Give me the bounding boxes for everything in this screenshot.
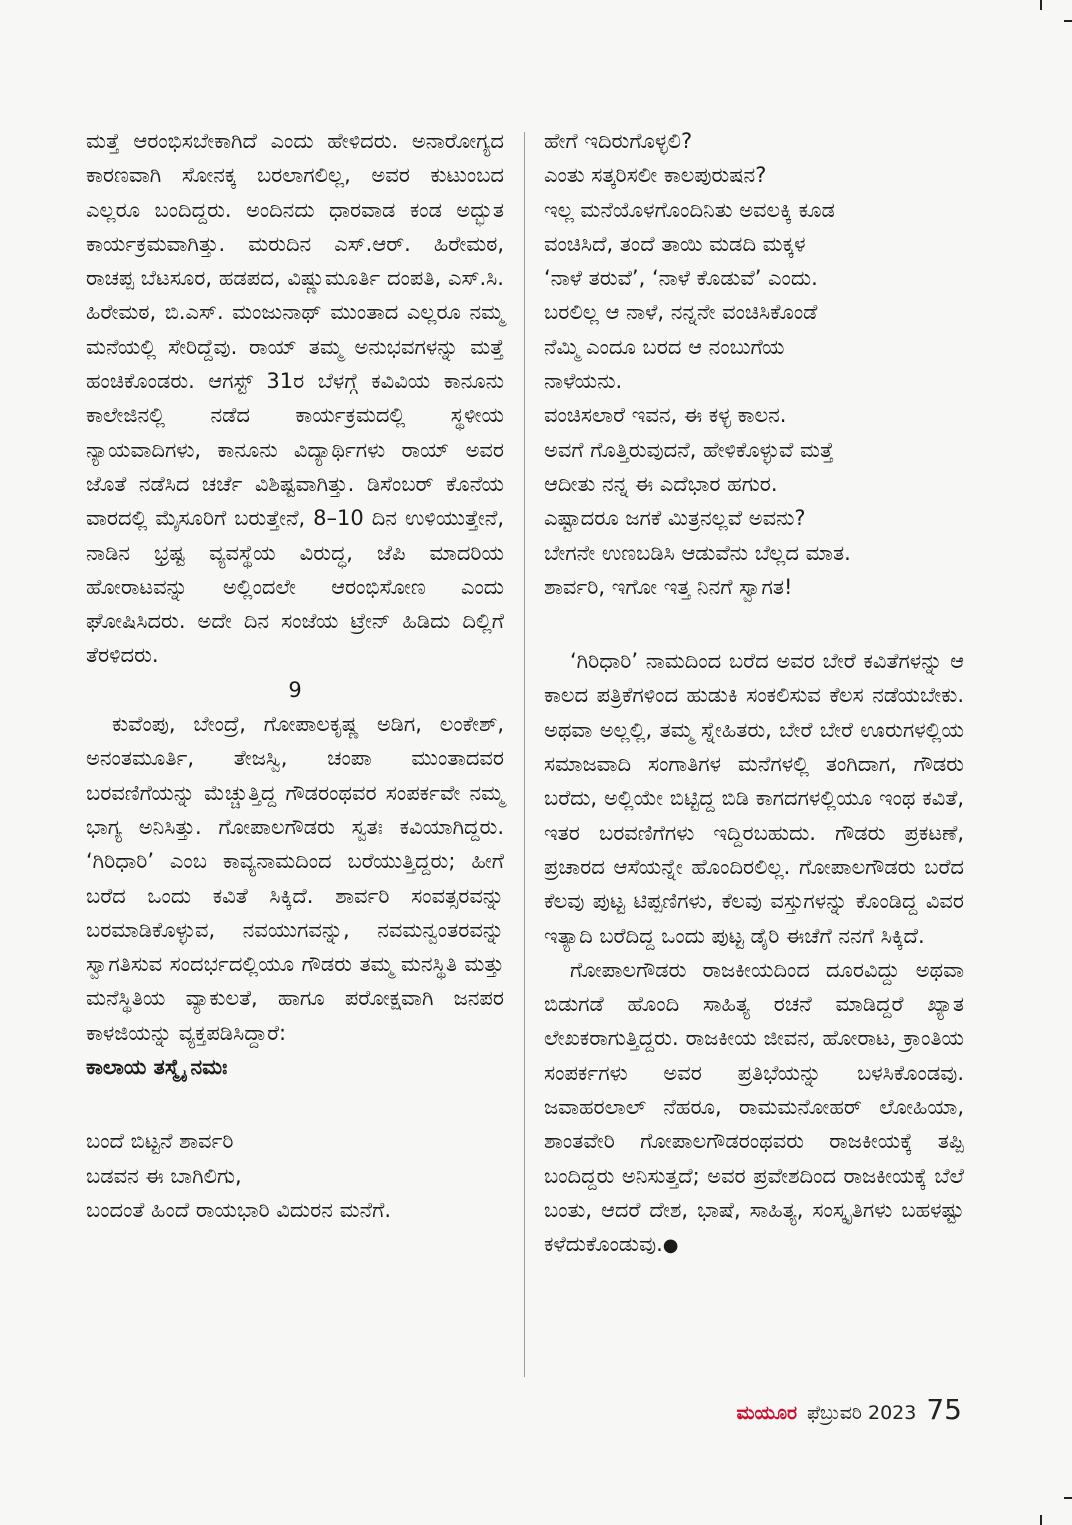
left-column [86,124,504,1227]
poem-line: ಹೇಗೆ ಇದಿರುಗೊಳ್ಳಲಿ? [544,129,693,153]
crop-mark-right-upper [1064,20,1072,22]
poem-line: ಅವಗೆ ಗೊತ್ತಿರುವುದನೆ, ಹೇಳಿಕೊಳ್ಳುವೆ ಮತ್ತೆ [544,437,834,462]
poem-line: ಬಂದೆ ಬಿಟ್ಟನೆ ಶಾರ್ವರಿ [86,1129,234,1154]
crop-mark-top-right [1040,0,1042,10]
right-poem [544,124,964,604]
crop-mark-right-lower [1064,1497,1072,1499]
poem-line: ವಂಚಿಸಲಾರೆ ಇವನ, ಈ ಕಳ್ಳ ಕಾಲನ. [544,403,787,428]
right-column [544,124,964,1264]
poem-spacer [86,1084,504,1124]
poem-line: ನೆಮ್ಮಿ ಎಂದೂ ಬರದ ಆ ನಂಬುಗೆಯ [544,334,785,359]
left-paragraph-1: ಮತ್ತೆ ಆರಂಭಿಸಬೇಕಾಗಿದೆ ಎಂದು ಹೇಳಿದರು. ಅನಾರೋಗ್ಯದ ಕಾರಣವಾಗಿ ಸೋನಕ್ಕ ಬರಲಾಗಲಿಲ್ಲ, ಅವರ ಕುಟುಂಬದ ಎಲ್ಲರೂ ಬಂದಿದ್ದರು. ಅಂದಿನದು ಧಾರವಾಡ ಕಂಡ ಅದ್ಭುತ ಕಾರ್ಯಕ್ರಮವಾಗಿತ್ತು. ಮರುದಿನ ಎಸ್.ಆರ್. ಹಿರೇಮಠ, ರಾಚಪ್ಪ ಬೆಟಸೂರ, ಹಡಪದ, ವಿಷ್ಣುಮೂರ್ತಿ ದಂಪತಿ, ಎಸ್.ಸಿ. ಹಿರೇಮಠ, ಬಿ.ಎಸ್. ಮಂಜುನಾಥ್ ಮುಂತಾದ ಎಲ್ಲರೂ ನಮ್ಮ ಮನೆಯಲ್ಲಿ ಸೇರಿದ್ದೆವು. ರಾಯ್ ತಮ್ಮ ಅನುಭವಗಳನ್ನು ಮತ್ತೆ ಹಂಚಿಕೊಂಡರು. ಆಗಸ್ಟ್ 31ರ ಬೆಳಗ್ಗೆ ಕವಿವಿಯ ಕಾನೂನು ಕಾಲೇಜಿನಲ್ಲಿ ನಡೆದ ಕಾರ್ಯಕ್ರಮದಲ್ಲಿ ಸ್ಥಳೀಯ ನ್ಯಾಯವಾದಿಗಳು, ಕಾನೂನು ವಿದ್ಯಾರ್ಥಿಗಳು ರಾಯ್ ಅವರ ಜೊತೆ ನಡೆಸಿದ ಚರ್ಚೆ ವಿಶಿಷ್ಟವಾಗಿತ್ತು. ಡಿಸೆಂಬರ್ ಕೊನೆಯ ವಾರದಲ್ಲಿ ಮೈಸೂರಿಗೆ ಬರುತ್ತೇನೆ, 8–10 ದಿನ ಉಳಿಯುತ್ತೇನೆ, ನಾಡಿನ ಭ್ರಷ್ಟ ವ್ಯವಸ್ಥೆಯ ವಿರುದ್ಧ, ಜೆಪಿ ಮಾದರಿಯ ಹೋರಾಟವನ್ನು ಅಲ್ಲಿಂದಲೇ ಆರಂಭಿಸೋಣ ಎಂದು ಘೋಷಿಸಿದರು. ಅದೇ ದಿನ ಸಂಜೆಯ ಟ್ರೇನ್ ಹಿಡಿದು ದಿಲ್ಲಿಗೆ ತೆರಳಿದರು. [86,129,504,668]
poem-line: ಎಂತು ಸತ್ಕರಿಸಲೀ ಕಾಲಪುರುಷನ? [544,163,767,188]
magazine-brand: ಮಯೂರ [736,1402,798,1424]
poem-line: ಆದೀತು ನನ್ನ ಈ ಎದೆಭಾರ ಹಗುರ. [544,471,778,496]
poem-line: ಬಡವನ ಈ ಬಾಗಿಲಿಗು, [86,1163,242,1188]
left-paragraph-2: ಕುವೆಂಪು, ಬೇಂದ್ರೆ, ಗೋಪಾಲಕೃಷ್ಣ ಅಡಿಗ, ಲಂಕೇಶ್, ಅನಂತಮೂರ್ತಿ, ತೇಜಸ್ವಿ, ಚಂಪಾ ಮುಂತಾದವರ ಬರವಣಿಗೆಯನ್ನು ಮೆಚ್ಚುತ್ತಿದ್ದ ಗೌಡರಂಥವರ ಸಂಪರ್ಕವೇ ನಮ್ಮ ಭಾಗ್ಯ ಅನಿಸಿತ್ತು. ಗೋಪಾಲಗೌಡರು ಸ್ವತಃ ಕವಿಯಾಗಿದ್ದರು. ‘ಗಿರಿಧಾರಿ’ ಎಂಬ ಕಾವ್ಯನಾಮದಿಂದ ಬರೆಯುತ್ತಿದ್ದರು; ಹೀಗೆ ಬರೆದ ಒಂದು ಕವಿತೆ ಸಿಕ್ಕಿದೆ. ಶಾರ್ವರಿ ಸಂವತ್ಸರವನ್ನು ಬರಮಾಡಿಕೊಳ್ಳುವ, ನವಯುಗವನ್ನು, ನವಮನ್ವಂತರವನ್ನು ಸ್ವಾಗತಿಸುವ ಸಂದರ್ಭದಲ್ಲಿಯೂ ಗೌಡರು ತಮ್ಮ ಮನಸ್ಥಿತಿ ಮತ್ತು ಮನೆಸ್ಥಿತಿಯ ವ್ಯಾಕುಲತೆ, ಹಾಗೂ ಪರೋಕ್ಷವಾಗಿ ಜನಪರ ಕಾಳಜಿಯನ್ನು ವ್ಯಕ್ತಪಡಿಸಿದ್ದಾರೆ: [86,712,504,1045]
section-spacer [544,604,964,644]
poem-line: ಬಂದಂತೆ ಹಿಂದೆ ರಾಯಭಾರಿ ವಿದುರನ ಮನೆಗೆ. [86,1197,391,1222]
poem-line: ಬರಲಿಲ್ಲ ಆ ನಾಳೆ, ನನ್ನನೇ ವಂಚಿಸಿಕೊಂಡೆ [544,300,818,325]
end-mark-icon: ● [662,1235,679,1257]
poem-line: ಶಾರ್ವರಿ, ಇಗೋ ಇತ್ತ ನಿನಗೆ ಸ್ವಾಗತ! [544,574,793,599]
poem-line: ಎಷ್ಟಾದರೂ ಜಗಕೆ ಮಿತ್ರನಲ್ಲವೆ ಅವನು? [544,506,806,531]
poem-line: ಇಲ್ಲ ಮನೆಯೊಳಗೊಂದಿನಿತು ಅವಲಕ್ಕಿ ಕೂಡ [544,197,835,222]
issue-date: ಫೆಬ್ರುವರಿ 2023 [807,1402,917,1424]
right-paragraph-2-text: ಗೋಪಾಲಗೌಡರು ರಾಜಕೀಯದಿಂದ ದೂರವಿದ್ದು ಅಥವಾ ಬಿಡುಗಡೆ ಹೊಂದಿ ಸಾಹಿತ್ಯ ರಚನೆ ಮಾಡಿದ್ದರೆ ಖ್ಯಾತ ಲೇಖಕರಾಗುತ್ತಿದ್ದರು. ರಾಜಕೀಯ ಜೀವನ, ಹೋರಾಟ, ಕ್ರಾಂತಿಯ ಸಂಪರ್ಕಗಳು ಅವರ ಪ್ರತಿಭೆಯನ್ನು ಬಳಸಿಕೊಂಡವು. ಜವಾಹರಲಾಲ್ ನೆಹರೂ, ರಾಮಮನೋಹರ್ ಲೋಹಿಯಾ, ಶಾಂತವೇರಿ ಗೋಪಾಲಗೌಡರಂಥವರು ರಾಜಕೀಯಕ್ಕೆ ತಪ್ಪಿ ಬಂದಿದ್ದರು ಅನಿಸುತ್ತದೆ; ಅವರ ಪ್ರವೇಶದಿಂದ ರಾಜಕೀಯಕ್ಕೆ ಬೆಲೆ ಬಂತು, ಆದರೆ ದೇಶ, ಭಾಷೆ, ಸಾಹಿತ್ಯ, ಸಂಸ್ಕೃತಿಗಳು ಬಹಳಷ್ಟು ಕಳೆದುಕೊಂಡುವು. [544,957,964,1257]
poem-line: ವಂಚಿಸಿದೆ, ತಂದೆ ತಾಯಿ ಮಡದಿ ಮಕ್ಕಳ [544,231,806,256]
crop-mark-bottom-right [1040,1515,1042,1525]
right-paragraph-1: ‘ಗಿರಿಧಾರಿ’ ನಾಮದಿಂದ ಬರೆದ ಅವರ ಬೇರೆ ಕವಿತೆಗಳನ್ನು ಆ ಕಾಲದ ಪತ್ರಿಕೆಗಳಿಂದ ಹುಡುಕಿ ಸಂಕಲಿಸುವ ಕೆಲಸ ನಡೆಯಬೇಕು. ಅಥವಾ ಅಲ್ಲಲ್ಲಿ, ತಮ್ಮ ಸ್ನೇಹಿತರು, ಬೇರೆ ಬೇರೆ ಊರುಗಳಲ್ಲಿಯ ಸಮಾಜವಾದಿ ಸಂಗಾತಿಗಳ ಮನೆಗಳಲ್ಲಿ ತಂಗಿದಾಗ, ಗೌಡರು ಬರೆದು, ಅಲ್ಲಿಯೇ ಬಿಟ್ಟಿದ್ದ ಬಿಡಿ ಕಾಗದಗಳಲ್ಲಿಯೂ ಇಂಥ ಕವಿತೆ, ಇತರ ಬರವಣಿಗೆಗಳು ಇದ್ದಿರಬಹುದು. ಗೌಡರು ಪ್ರಕಟಣೆ, ಪ್ರಚಾರದ ಆಸೆಯನ್ನೇ ಹೊಂದಿರಲಿಲ್ಲ. ಗೋಪಾಲಗೌಡರು ಬರೆದ ಕೆಲವು ಪುಟ್ಟ ಟಿಪ್ಪಣಿಗಳು, ಕೆಲವು ವಸ್ತುಗಳನ್ನು ಕೊಂಡಿದ್ದ ವಿವರ ಇತ್ಯಾದಿ ಬರೆದಿದ್ದ ಒಂದು ಪುಟ್ಟ ಡೈರಿ ಈಚೆಗೆ ನನಗೆ ಸಿಕ್ಕಿದೆ. [544,649,964,948]
page-number: 75 [926,1393,962,1426]
page-footer [736,1393,962,1426]
poem-heading: ಕಾಲಾಯ ತಸ್ಮೈ ನಮಃ [86,1055,228,1080]
column-divider [524,132,525,1377]
poem-line: ಬೇಗನೇ ಉಣಬಡಿಸಿ ಆಡುವೆನು ಬೆಲ್ಲದ ಮಾತ. [544,540,851,565]
section-number: 9 [288,677,302,702]
poem-line: ‘ನಾಳೆ ತರುವೆ’, ‘ನಾಳೆ ಕೊಡುವೆ’ ಎಂದು. [544,266,818,291]
right-paragraph-2 [544,953,964,1264]
poem-line: ನಾಳೆಯನು. [544,369,623,394]
left-poem [86,1124,504,1227]
